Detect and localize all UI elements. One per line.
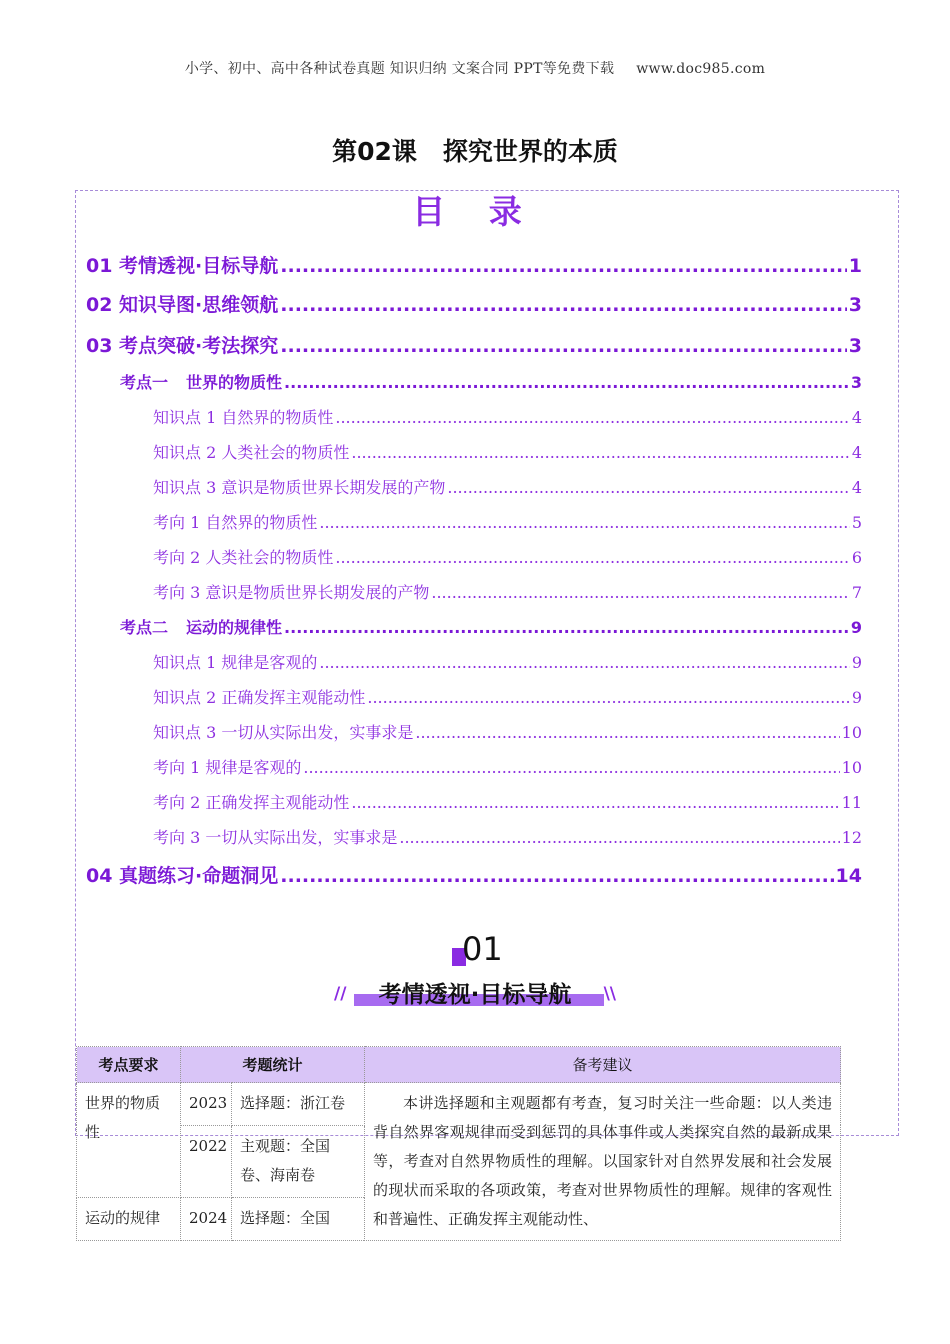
toc-entry[interactable]	[153, 580, 862, 603]
toc-entry-page: 3	[850, 373, 862, 392]
toc-entry-label: 知识点 2 人类社会的物质性	[153, 443, 350, 462]
toc-entry[interactable]	[153, 825, 862, 848]
toc-entry[interactable]	[86, 861, 862, 888]
requirement-cell: 世界的物质性	[77, 1083, 181, 1198]
exam-guide-table	[76, 1046, 841, 1241]
toc-entry-page: 1	[848, 255, 862, 277]
toc-entry[interactable]	[153, 790, 862, 813]
toc-entry-label: 考向 1 自然界的物质性	[153, 513, 318, 532]
toc-entry-label: 考向 2 人类社会的物质性	[153, 548, 334, 567]
toc-entry-page: 5	[851, 513, 862, 532]
year-cell: 2023	[181, 1083, 232, 1126]
toc-entry[interactable]	[153, 685, 862, 708]
lesson-code: 第02课	[332, 137, 417, 166]
question-type-cell: 选择题：全国	[232, 1198, 365, 1241]
toc-entry-page: 3	[848, 335, 862, 357]
toc-entry[interactable]	[153, 405, 862, 428]
toc-entry[interactable]	[153, 720, 862, 743]
toc-entry[interactable]	[86, 331, 862, 358]
toc-entry-label: 考向 3 一切从实际出发，实事求是	[153, 828, 398, 847]
toc-entry[interactable]	[86, 251, 862, 278]
toc-entry-label: 知识点 3 意识是物质世界长期发展的产物	[153, 478, 446, 497]
toc-entry[interactable]	[86, 290, 862, 317]
year-cell: 2024	[181, 1198, 232, 1241]
toc-entry-page: 9	[850, 618, 862, 637]
lesson-name: 探究世界的本质	[442, 137, 618, 166]
toc-entry[interactable]	[153, 440, 862, 463]
toc-entry-page: 10	[841, 758, 862, 777]
toc-entry[interactable]	[120, 370, 862, 393]
question-type-cell: 主观题：全国卷、海南卷	[232, 1125, 365, 1197]
table-row	[77, 1083, 841, 1126]
toc-entry-label: 知识点 3 一切从实际出发，实事求是	[153, 723, 414, 742]
toc-entry[interactable]	[153, 475, 862, 498]
question-type-cell: 选择题：浙江卷	[232, 1083, 365, 1126]
toc-entry-label: 考向 1 规律是客观的	[153, 758, 302, 777]
toc-entry-page: 14	[835, 865, 862, 887]
toc-entry-label: 04 真题练习·命题洞见	[86, 865, 279, 887]
toc-entry-label: 知识点 1 规律是客观的	[153, 653, 318, 672]
table-header-row	[77, 1047, 841, 1083]
header-advice: 备考建议	[365, 1047, 841, 1083]
section-number: 01	[462, 930, 503, 968]
toc-entry[interactable]	[153, 650, 862, 673]
backslash-decoration-icon: \\	[603, 984, 616, 1004]
toc-entry-label: 03 考点突破·考法探究	[86, 335, 279, 357]
slash-decoration-icon: //	[334, 984, 347, 1004]
toc-entry-label: 考点一 世界的物质性	[120, 373, 283, 392]
header-site-link[interactable]: www.doc985.com	[636, 61, 766, 77]
toc-entry[interactable]	[153, 510, 862, 533]
toc-entry-label: 考点二 运动的规律性	[120, 618, 283, 637]
toc-entry-page: 10	[841, 723, 862, 742]
toc-entry-label: 知识点 2 正确发挥主观能动性	[153, 688, 366, 707]
toc-entry-page: 7	[851, 583, 862, 602]
toc-heading: 目 录	[412, 192, 538, 231]
toc-entry[interactable]	[153, 545, 862, 568]
toc-entry-page: 4	[851, 443, 862, 462]
toc-entry-page: 11	[841, 793, 862, 812]
toc-entry-label: 02 知识导图·思维领航	[86, 294, 279, 316]
toc-entry-page: 4	[851, 408, 862, 427]
toc-entry-label: 01 考情透视·目标导航	[86, 255, 279, 277]
toc-entry-label: 知识点 1 自然界的物质性	[153, 408, 334, 427]
header-text: 小学、初中、高中各种试卷真题 知识归纳 文案合同 PPT等免费下载	[184, 61, 615, 77]
year-cell: 2022	[181, 1125, 232, 1197]
toc-entry-page: 9	[851, 688, 862, 707]
requirement-cell: 运动的规律	[77, 1198, 181, 1241]
toc-entry-page: 9	[851, 653, 862, 672]
section-title: 考情透视·目标导航	[378, 982, 572, 1008]
advice-cell: 本讲选择题和主观题都有考查，复习时关注一些命题：以人类违背自然界客观规律而受到惩罚的具体事件或人类探究自然的最新成果等，考查对自然界物质性的理解。以国家针对自然界发展和社会发展的现状而采取的各项政策，考查对世界物质性的理解。规律的客观性和普遍性、正确发挥主观能动性、	[365, 1083, 841, 1241]
toc-entry-page: 6	[851, 548, 862, 567]
toc-entry[interactable]	[153, 755, 862, 778]
page-header	[0, 58, 950, 78]
toc-entry-page: 4	[851, 478, 862, 497]
lesson-title	[0, 132, 950, 168]
toc-entry-label: 考向 3 意识是物质世界长期发展的产物	[153, 583, 430, 602]
header-requirement: 考点要求	[77, 1047, 181, 1083]
toc-entry-label: 考向 2 正确发挥主观能动性	[153, 793, 350, 812]
toc-entry[interactable]	[120, 615, 862, 638]
header-statistics: 考题统计	[181, 1047, 365, 1083]
toc-entry-page: 12	[841, 828, 862, 847]
section-banner	[330, 974, 620, 1014]
toc-entry-page: 3	[848, 294, 862, 316]
